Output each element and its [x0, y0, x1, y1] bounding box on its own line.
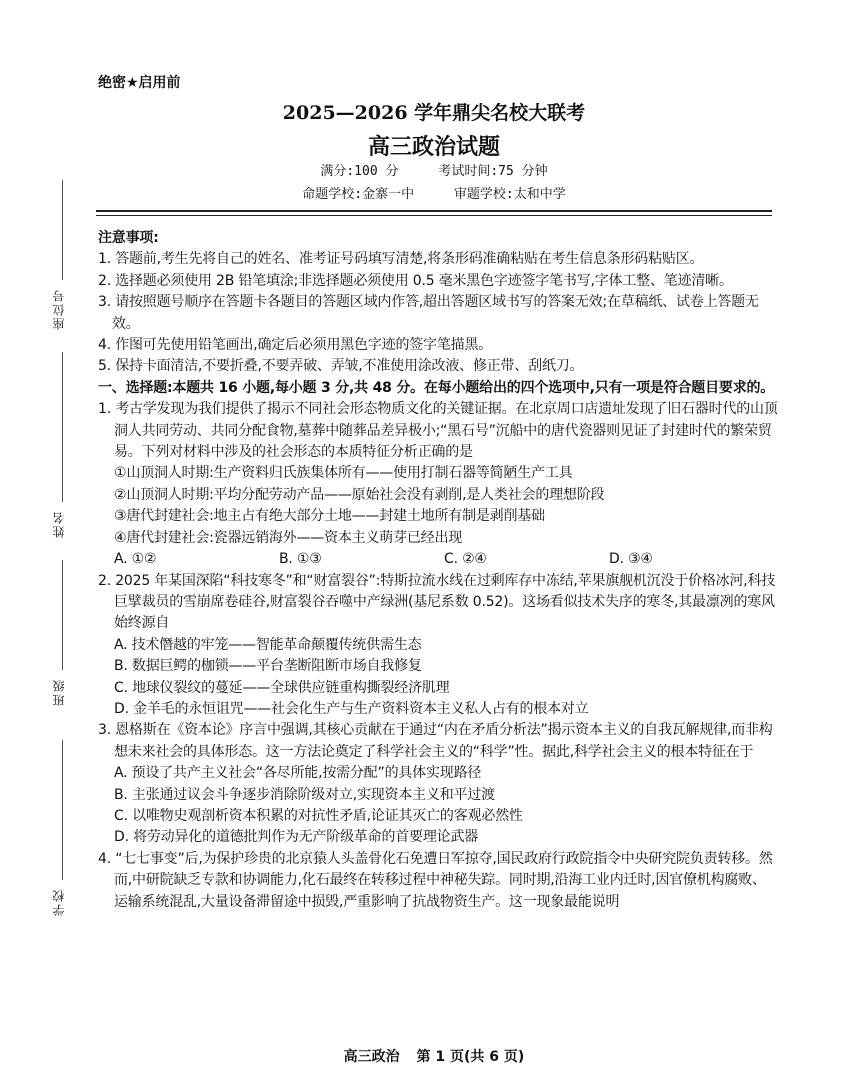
- exam-meta-line-2: [0, 183, 868, 202]
- notice-item: 2. 选择题必须使用 2B 铅笔填涂;非选择题必须使用 0.5 毫米黑色字迹签字笔书写,字体工整、笔迹清晰。: [98, 272, 733, 289]
- option-c: C. ②④: [444, 551, 487, 568]
- full-score: 满分:100 分: [320, 164, 399, 179]
- exam-time: 考试时间:75 分钟: [438, 164, 548, 179]
- page-footer: [0, 1046, 868, 1066]
- question-2-stem: 2. 2025 年某国深陷“科技寒冬”和“财富裂谷”:特斯拉流水线在过剩库存中冻结,苹果旗舰机沉没于价格冰河,科技巨擘裁员的雪崩席卷硅谷,财富裂谷吞噬中产绿洲(基尼系数 0.52)。这场看似技术失序的寒冬,其最凛冽的寒风始终源自: [98, 572, 776, 632]
- notice-item: 3. 请按照题号顺序在答题卡各题目的答题区域内作答,超出答题区域书写的答案无效;在草稿纸、试卷上答题无效。: [98, 294, 759, 332]
- page-title: 高三政治试题: [367, 134, 500, 160]
- header-divider-thin: [96, 215, 772, 216]
- school-label: 学校: [52, 888, 66, 916]
- question-3-option: B. 主张通过议会斗争逐步消除阶级对立,实现资本主义和平过渡: [114, 786, 495, 803]
- question-2-option: B. 数据巨鳄的枷锁——平台垄断阻断市场自我修复: [114, 658, 422, 675]
- question-1-item: ③唐代封建社会:地主占有绝大部分土地——封建土地所有制是剥削基础: [114, 508, 545, 525]
- question-3-option: A. 预设了共产主义社会“各尽所能,按需分配”的具体实现路径: [114, 765, 482, 782]
- name-label: 姓名: [52, 510, 66, 538]
- option-b: B. ①③: [279, 551, 322, 568]
- binding-line: [62, 352, 63, 502]
- seat-label: 座位号: [52, 288, 66, 330]
- question-3-option: C. 以唯物史观剖析资本积累的对抗性矛盾,论证其灭亡的客观必然性: [114, 807, 523, 824]
- question-1-options: [98, 549, 778, 570]
- option-d: D. ③④: [609, 551, 653, 568]
- question-2-option: A. 技术僭越的牢笼——智能革命颠覆传统供需生态: [114, 636, 422, 653]
- class-label: 班级: [52, 678, 66, 706]
- question-3-option: D. 将劳动异化的道德批判作为无产阶级革命的首要理论武器: [114, 829, 479, 846]
- question-1-stem: 1. 考古学发现为我们提供了揭示不同社会形态物质文化的关键证据。在北京周口店遗址发现了旧石器时代的山顶洞人共同劳动、共同分配食物,墓葬中随葬品差异极小;“黑石号”沉船中的唐代瓷器则见证了封建时代的繁荣贸易。下列对材料中涉及的社会形态的本质特征分析正确的是: [98, 401, 778, 461]
- binding-line: [62, 740, 63, 880]
- notice-title: 注意事项:: [98, 230, 159, 246]
- confidential-mark: 绝密★启用前: [98, 75, 181, 91]
- exam-name: 2025—2026 学年鼎尖名校大联考: [282, 102, 586, 124]
- question-1-item: ②山顶洞人时期:平均分配劳动产品——原始社会没有剥削,是人类社会的理想阶段: [114, 486, 605, 503]
- question-2-option: D. 金羊毛的永恒诅咒——社会化生产与生产资料资本主义私人占有的根本对立: [114, 700, 589, 717]
- section-heading: 一、选择题:本题共 16 小题,每小题 3 分,共 48 分。在每小题给出的四个选项中,只有一项是符合题目要求的。: [98, 379, 775, 396]
- binding-margin: [48, 180, 78, 930]
- page-number: 第 1 页(共 6 页): [416, 1049, 525, 1065]
- question-2-option: C. 地球仪裂纹的蔓延——全球供应链重构撕裂经济肌理: [114, 679, 450, 696]
- binding-line: [62, 560, 63, 670]
- review-school: 审题学校:太和中学: [453, 187, 566, 202]
- question-3-stem: 3. 恩格斯在《资本论》序言中强调,其核心贡献在于通过“内在矛盾分析法”揭示资本主义的自我瓦解规律,而非构想未来社会的具体形态。这一方法论奠定了科学社会主义的“科学”性。据此,科学社会主义的根本特征在于: [98, 722, 773, 760]
- question-1-item: ④唐代封建社会:瓷器远销海外——资本主义萌芽已经出现: [114, 529, 463, 546]
- notice-item: 1. 答题前,考生先将自己的姓名、准考证号码填写清楚,将条形码准确粘贴在考生信息条形码粘贴区。: [98, 251, 704, 268]
- question-4-stem: 4. “七七事变”后,为保护珍贵的北京猿人头盖骨化石免遭日军掠夺,国民政府行政院指令中央研究院负责转移。然而,中研院缺乏专款和协调能力,化石最终在转移过程中神秘失踪。同时期,沿海工业内迁时,因官僚机构腐败、运输系统混乱,大量设备滞留途中损毁,严重影响了抗战物资生产。这一现象最能说明: [98, 850, 773, 910]
- notice-item: 5. 保持卡面清洁,不要折叠,不要弄破、弄皱,不准使用涂改液、修正带、刮纸刀。: [98, 358, 584, 375]
- question-1-item: ①山顶洞人时期:生产资料归氏族集体所有——使用打制石器等简陋生产工具: [114, 465, 573, 482]
- footer-subject: 高三政治: [343, 1049, 400, 1065]
- notice-item: 4. 作图可先使用铅笔画出,确定后必须用黑色字迹的签字笔描黑。: [98, 337, 493, 354]
- exam-content: [98, 228, 778, 913]
- header-divider-thick: [96, 210, 772, 212]
- author-school: 命题学校:金寨一中: [302, 187, 415, 202]
- exam-meta-line-1: [0, 160, 868, 179]
- binding-line: [62, 180, 63, 280]
- option-a: A. ①②: [114, 551, 157, 568]
